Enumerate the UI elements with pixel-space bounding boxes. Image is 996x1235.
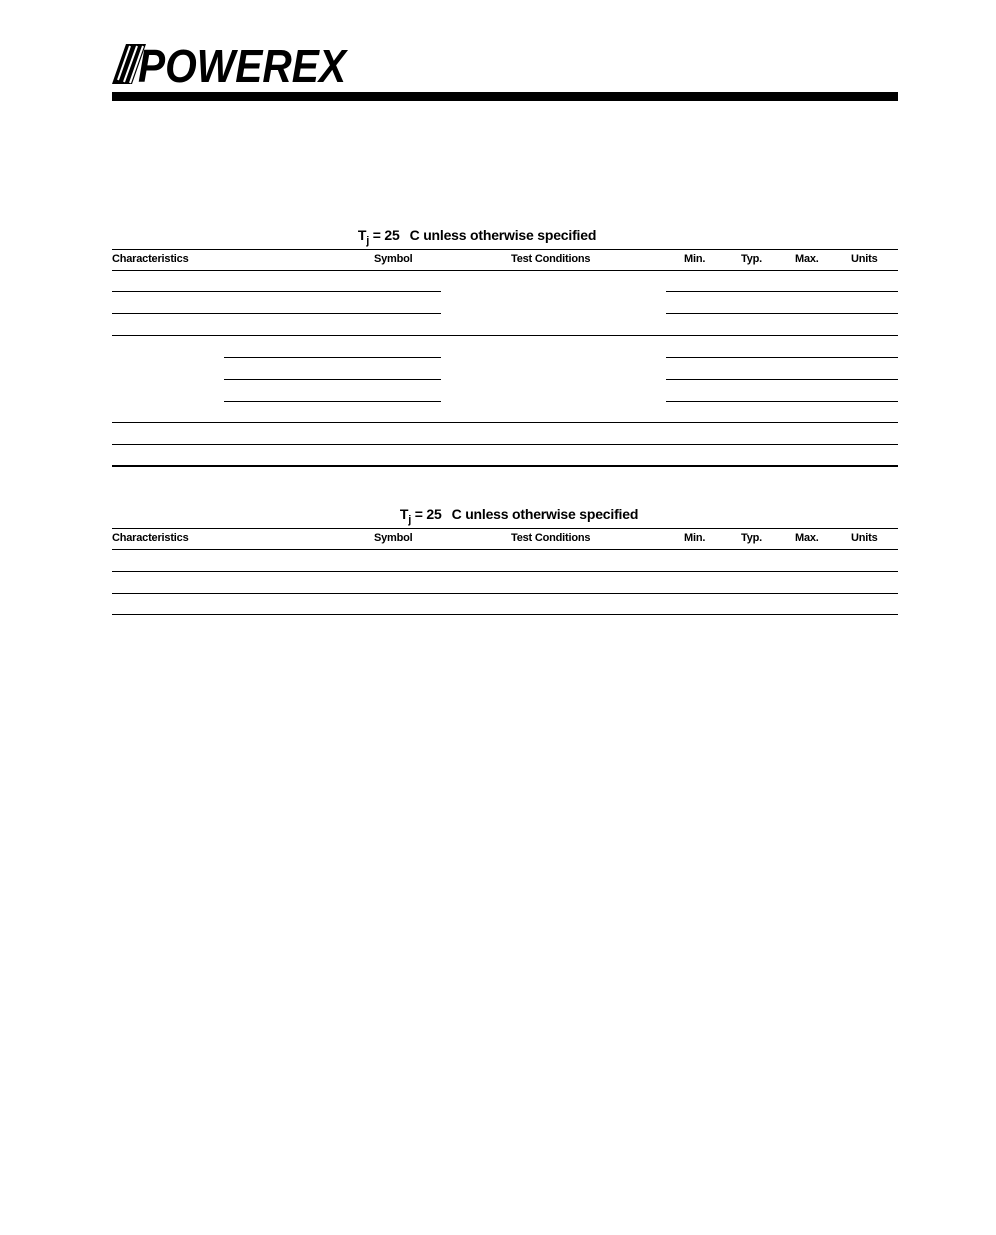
table-2-header-rule (112, 549, 898, 550)
table-1-row-rule (112, 313, 441, 314)
col-typ: Typ. (741, 253, 762, 265)
table-2-bottom-rule (112, 614, 898, 615)
col-min: Min. (684, 253, 706, 265)
table-1-row-rule (112, 444, 898, 445)
col-symbol: Symbol (374, 253, 413, 265)
col-max: Max. (795, 532, 819, 544)
col-units: Units (851, 253, 878, 265)
col-test-conditions: Test Conditions (511, 253, 591, 265)
powerex-logo (112, 40, 349, 92)
powerex-logo-mark (112, 40, 349, 92)
col-test-conditions: Test Conditions (511, 532, 591, 544)
table-1-group-rule (112, 335, 898, 336)
table-1-row-rule (112, 291, 441, 292)
table-1-header (112, 250, 898, 270)
col-min: Min. (684, 532, 706, 544)
table-1-row-rule (224, 379, 441, 380)
table-1-group-rule (112, 422, 898, 423)
table-1-row-rule (666, 401, 898, 402)
table-1-row-rule (666, 291, 898, 292)
table-2-row-rule (112, 571, 898, 572)
table-2-row-rule (112, 593, 898, 594)
table-2-header (112, 529, 898, 549)
table-1-condition: $T_j = 25$ C unless otherwise specified (357, 227, 597, 247)
header-rule (112, 92, 898, 101)
table-1-bottom-rule (112, 465, 898, 467)
col-characteristics: Characteristics (112, 532, 189, 544)
table-1-header-rule (112, 270, 898, 271)
svg-text:POWEREX: POWEREX (138, 40, 349, 92)
col-units: Units (851, 532, 878, 544)
table-1-row-rule (666, 379, 898, 380)
table-1-row-rule (224, 357, 441, 358)
col-characteristics: Characteristics (112, 253, 189, 265)
table-1-row-rule (224, 401, 441, 402)
col-max: Max. (795, 253, 819, 265)
col-typ: Typ. (741, 532, 762, 544)
table-1-row-rule (666, 313, 898, 314)
col-symbol: Symbol (374, 532, 413, 544)
table-2-condition: $T_j = 25$ C unless otherwise specified (399, 506, 639, 526)
table-1-row-rule (666, 357, 898, 358)
